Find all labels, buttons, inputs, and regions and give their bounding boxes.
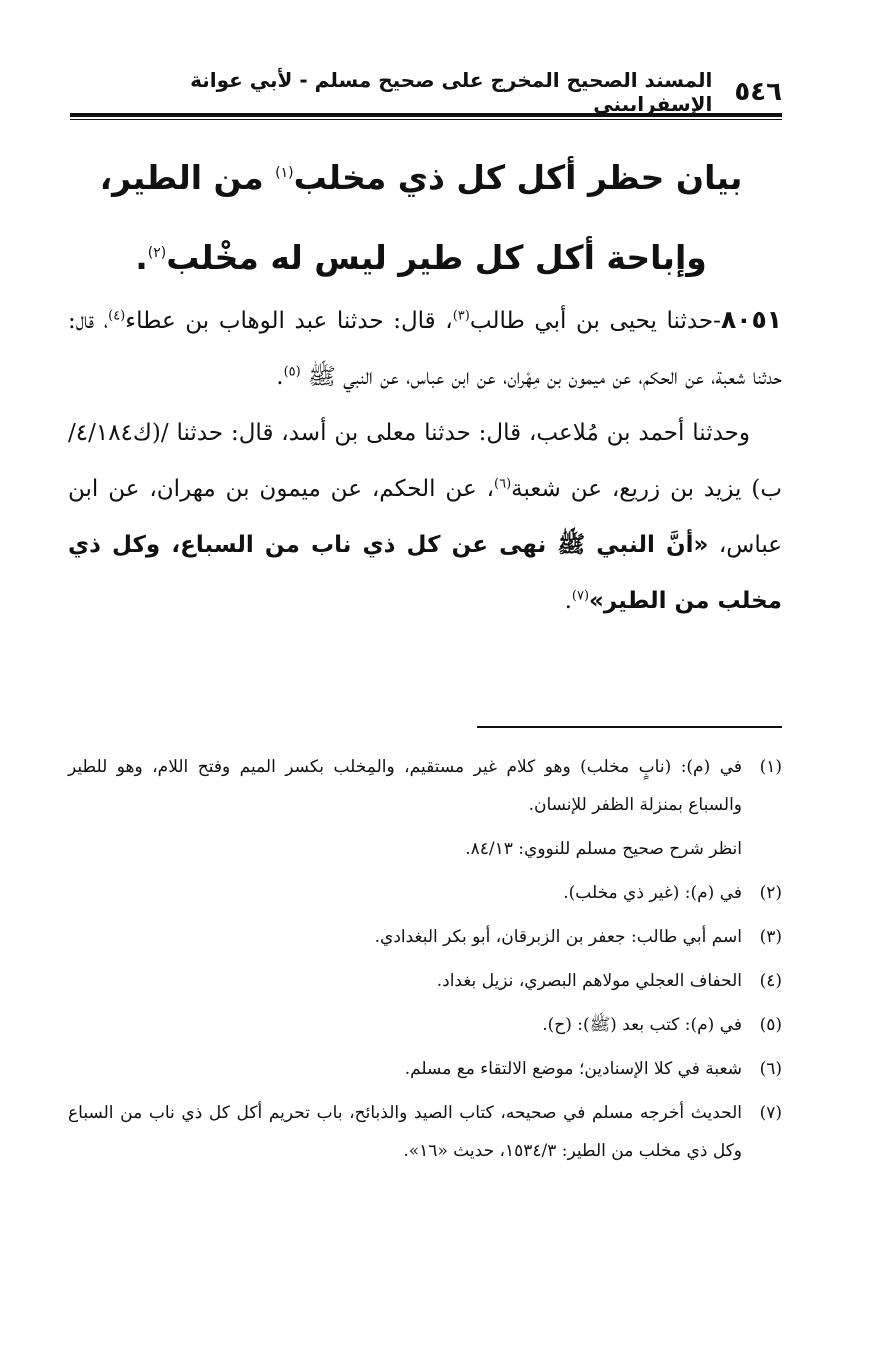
footnote-ref-1: (١) [275,165,294,181]
chapter-title [60,138,782,298]
footnote-number: (٧) [759,1103,782,1123]
footnote-number: (٦) [759,1059,782,1079]
footnote-1-continued: انظر شرح صحيح مسلم للنووي: ٨٤/١٣. [465,839,742,859]
footnote-ref-4: (٤) [108,308,126,324]
footnote-1 [68,748,782,824]
footnote-number: (١) [759,757,782,777]
footnote-text: في (م): (غير ذي مخلب). [563,883,742,903]
isnad-part-c: ، قال: حدثنا شعبة، عن الحكم، عن ميمون بن مِهْران، عن ابن عباس، عن النبي ﷺ [68,308,782,390]
footnote-7 [68,1094,782,1170]
hadith-text [68,292,782,629]
footnote-ref-7: (٧) [571,588,590,604]
chapter-title-part2: من الطير، وإباحة أكل كل طير ليس له مخْلب [99,158,707,277]
footnotes [68,748,782,1176]
footnote-3 [68,918,782,956]
footnote-ref-2: (٢) [147,245,167,261]
footnote-ref-3: (٣) [452,308,470,324]
footnote-6 [68,1050,782,1088]
hadith-matn: «أنَّ النبي ﷺ نهى عن كل ذي ناب من السباع، وكل ذي مخلب من الطير» [68,532,782,614]
footnote-number: (٥) [759,1015,782,1035]
header-rule [70,113,782,120]
hadith-paragraph-2 [68,405,782,629]
chapter-title-end: . [135,238,148,277]
footnote-text: في (م): كتب بعد (ﷺ): (ح). [542,1015,742,1035]
hadith-paragraph-1 [68,292,782,405]
header-title: المسند الصحيح المخرج على صحيح مسلم - لأبي عوانة الإسفراييني [190,68,713,116]
footnote-ref-6: (٦) [494,476,512,492]
footnote-ref-5: (٥) [283,364,301,380]
hadith-number: ٨٠٥١ [720,305,782,334]
isnad2-part-b: ، عن الحكم، عن ميمون بن مهران، عن ابن عباس، [68,476,782,558]
footnote-separator [477,726,782,728]
footnote-2 [68,874,782,912]
footnote-text: شعبة في كلا الإسنادين؛ موضع الالتقاء مع مسلم. [404,1059,742,1079]
footnote-text: في (م): (نابٍ مخلب) وهو كلام غير مستقيم، والمِخلب بكسر الميم وفتح اللام، وهو للطير والسباع بمنزلة الظفر للإنسان. [68,757,742,815]
footnote-number: (٢) [759,883,782,903]
isnad-part-d: . [276,364,284,390]
footnote-text: الحفاف العجلي مولاهم البصري، نزيل بغداد. [436,971,742,991]
page-number: ٥٤٦ [734,77,782,107]
hadith-end: . [564,588,572,614]
isnad2-part-a: وحدثنا أحمد بن مُلاعب، قال: حدثنا معلى بن أسد، قال: حدثنا /(ك٤/١٨٤/ب) يزيد بن زريع، عن شعبة [68,420,783,502]
footnote-number: (٤) [759,971,782,991]
running-header [70,68,782,116]
isnad-part-a: -حدثنا يحيى بن أبي طالب [469,308,721,334]
footnote-5 [68,1006,782,1044]
footnote-number: (٣) [759,927,782,947]
footnote-text: الحديث أخرجه مسلم في صحيحه، كتاب الصيد والذبائح، باب تحريم أكل كل ذي ناب من السباع وكل ذي مخلب من الطير: ١٥٣٤/٣، حديث «١٦». [68,1103,742,1161]
footnote-text: اسم أبي طالب: جعفر بن الزبرقان، أبو بكر البغدادي. [374,927,742,947]
footnote-4 [68,962,782,1000]
chapter-title-part1: بيان حظر أكل كل ذي مخلب [293,158,743,197]
isnad-part-b: ، قال: حدثنا عبد الوهاب بن عطاء [125,308,453,334]
